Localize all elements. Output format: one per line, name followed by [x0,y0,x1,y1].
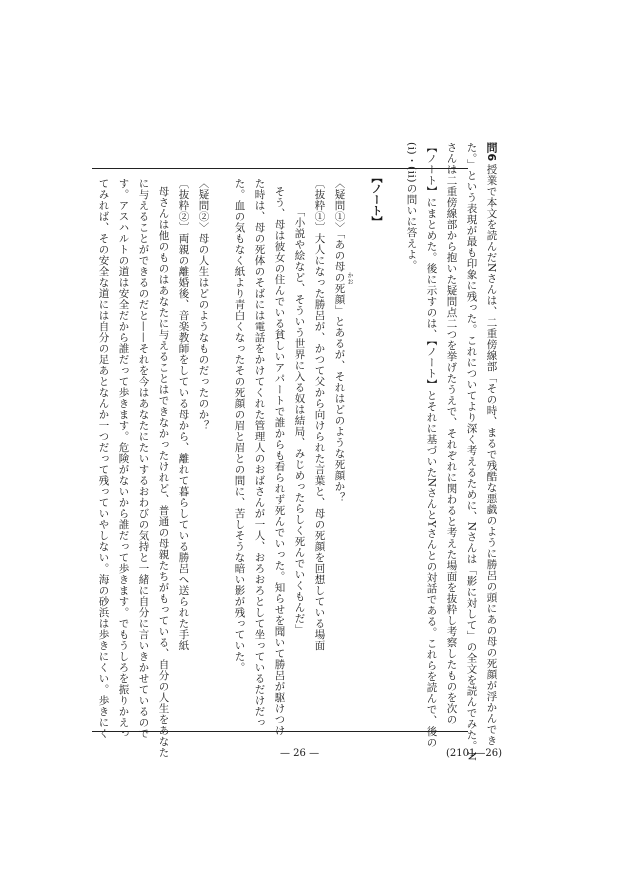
excerpt-2-line: に与えることができるのだと——それを今はあなたにたいするおわびの気持と一緒に自分に言いきかせているので [137,178,150,739]
excerpt-1-line: そう、母は彼女の住んでいる貧しいアパートで誰からも看られず死んでいった。知らせを聞いて勝呂が駆けつけ [273,186,286,736]
excerpt-1-line: た。血の気もなく紙より青白くなったその死顔の眉と眉との間に、苦しそうな暗い影が残っていた。 [233,178,246,673]
excerpt-2-label: 〔抜粋②〕両親の離婚後、音楽教師をしている母から、離れて暮らしている勝呂へ送られた手紙 [177,178,190,651]
excerpt-1-label: 〔抜粋①〕大人になった勝呂が、かつて父から向けられた言葉と、母の死顔を回想している場面 [313,178,326,651]
note-question-2: 〈疑問②〉母の人生はどのようなものだったのか？ [197,178,210,431]
exam-code: (2101—26) [446,748,502,759]
question-label: 問6 [485,142,498,162]
note-question-1-ruby: かお [346,272,353,285]
excerpt-2-line: てみれば、その安全な道には自分の足あとなんか一つだって残っていやしない。海の砂浜は歩きにくい。歩きにく [97,178,110,739]
excerpt-2-line: 母さんは他のものはあなたに与えることはできなかったけれど、普通の母親たちがもっている、自分の人生をあなた [157,186,170,758]
note-title: 【ノート】 [370,172,383,227]
note-question-1: 〈疑問①〉「あの母の死顔」とあるが、それはどのような死顔か？ [333,178,346,503]
question-line: 授業で本文を読んだNさんは、二重傍線部「その時、まるで残酷な悪戯のように勝呂の頭にあの母の死顔が浮かんでき [485,164,498,746]
excerpt-1-line: た時は、母の死体のそばには電話をかけてくれた管理人のおばさんが一人、おろおろとして坐っているだけだっ [253,178,266,728]
question-line: (i)・(ii)の問いに答えよ。 [405,142,418,271]
question-line: 【ノート】にまとめた。後に示すのは、【ノート】とそれに基づいたNさんとYさんとの対話である。これらを読んで、後の [425,142,438,748]
excerpt-2-line: す。アスハルトの道は安全だから誰だって歩きます。危険がないから誰だって歩きます。でもうしろを振りかえっ [117,178,130,739]
question-line: さんは二重傍線部から抱いた疑問点二つを挙げたうえで、それぞれに関わると考えた場面を抜粋し考察したものを次の [445,142,458,725]
excerpt-1-line: 「小説や絵など、そういう世界に入る奴は結局、みじめったらしく死んでいくもんだ」 [293,206,306,635]
question-line: た。」という表現が最も印象に残った。これについてより深く考えるために、Nさんは「影に対して」の全文を読んでみた。N [465,142,478,762]
page-number: — 26 — [280,748,320,759]
